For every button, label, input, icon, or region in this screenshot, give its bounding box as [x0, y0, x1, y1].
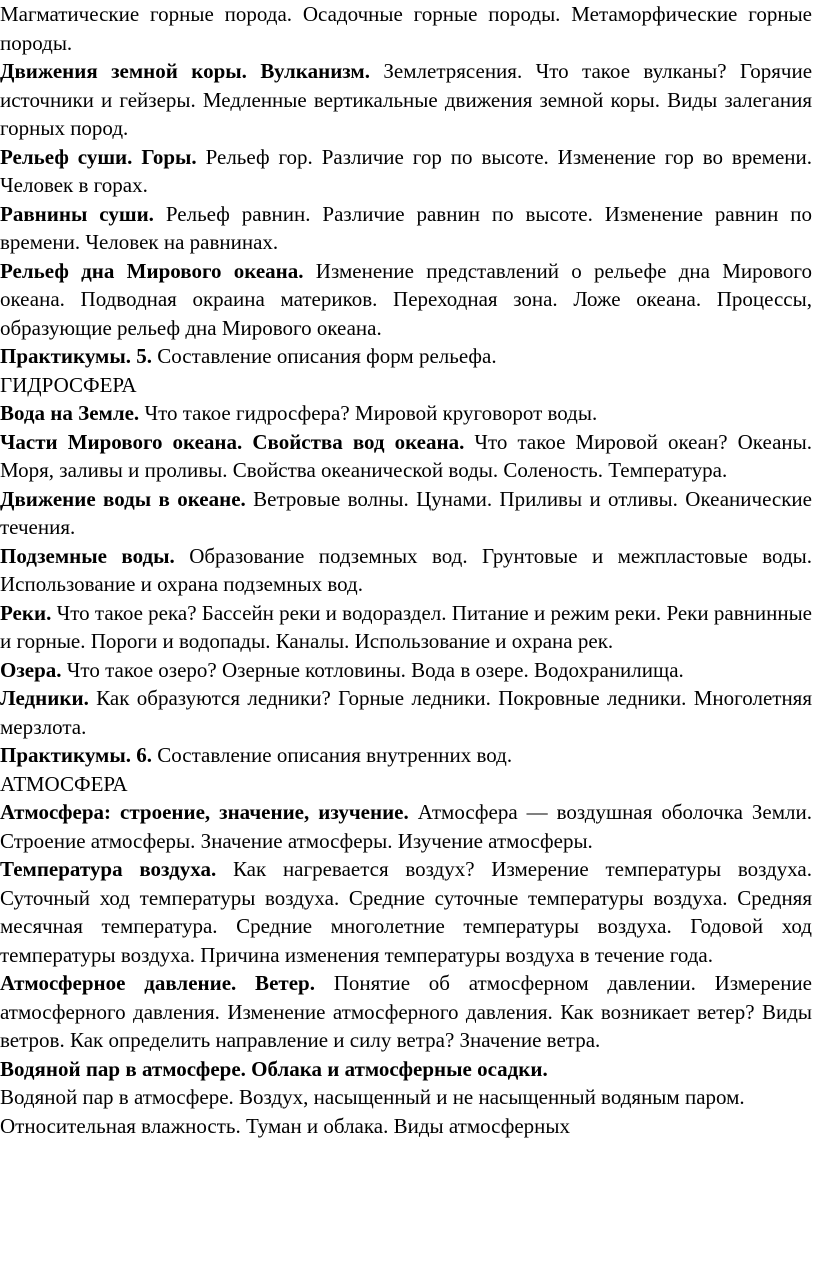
paragraph-text: Водяной пар в атмосфере. Воздух, насыщенный и не насыщенный водяным паром. Относительная влажность. Туман и облака. Виды атмосферных: [0, 1085, 745, 1138]
paragraph-text: Рельеф гор. Различие гор по высоте. Изменение гор во времени. Человек в горах.: [0, 144, 812, 197]
paragraph-groundwater: [0, 542, 812, 599]
paragraph-pressure-wind: [0, 969, 812, 1055]
paragraph-text: Что такое Мировой океан? Океаны. Моря, заливы и проливы. Свойства океанической воды. Соленость. Температура.: [0, 429, 812, 482]
paragraph-title: Атмосфера: строение, значение, изучение.: [0, 800, 409, 824]
paragraph-ocean-floor: [0, 257, 812, 343]
paragraph-text: Что такое река? Бассейн реки и водораздел. Питание и режим реки. Реки равнинные и горные. Пороги и водопады. Каналы. Использование и охрана рек.: [0, 600, 812, 653]
paragraph-title: Подземные воды.: [0, 543, 175, 568]
paragraph-title: Реки.: [0, 600, 52, 625]
paragraph-title: Озера.: [0, 657, 62, 682]
paragraph-water-on-earth: [0, 399, 812, 428]
paragraph-ocean-parts: [0, 428, 812, 485]
paragraph-title: Части Мирового океана. Свойства вод океана.: [0, 429, 465, 454]
paragraph-title: Движение воды в океане.: [0, 486, 246, 511]
section-heading-hydrosphere: ГИДРОСФЕРА: [0, 372, 137, 397]
paragraph-title: Водяной пар в атмосфере. Облака и атмосферные осадки.: [0, 1056, 548, 1081]
paragraph-text: Что такое озеро? Озерные котловины. Вода в озере. Водохранилища.: [61, 657, 684, 682]
paragraph-rivers: [0, 599, 812, 656]
paragraph-air-temperature: [0, 855, 812, 969]
section-heading-atmosphere: АТМОСФЕРА: [0, 771, 128, 796]
paragraph-text: Образование подземных вод. Грунтовые и межпластовые воды. Использование и охрана подземных вод.: [0, 543, 812, 596]
paragraph-text: Магматические горные порода. Осадочные горные породы. Метаморфические горные породы.: [0, 2, 812, 55]
paragraph-water-vapor-title: [0, 1055, 812, 1084]
paragraph-text: Как образуются ледники? Горные ледники. Покровные ледники. Многолетняя мерзлота.: [0, 686, 812, 739]
paragraph-text: Составление описания форм рельефа.: [152, 344, 497, 368]
paragraph-practicum-6: [0, 741, 812, 770]
paragraph-title: Практикумы. 5.: [0, 344, 153, 368]
paragraph-text: Составление описания внутренних вод.: [152, 743, 513, 767]
paragraph-title: Равнины суши.: [0, 201, 154, 226]
paragraph-ocean-motion: [0, 485, 812, 542]
paragraph-title: Рельеф дна Мирового океана.: [0, 258, 304, 283]
paragraph-title: Ледники.: [0, 686, 89, 710]
paragraph-text: Атмосфера — воздушная оболочка Земли. Строение атмосферы. Значение атмосферы. Изучение атмосферы.: [0, 800, 813, 853]
paragraph-crust-movements: [0, 57, 812, 143]
paragraph-plains: [0, 200, 812, 257]
paragraph-text: Изменение представлений о рельефе дна Мирового океана. Подводная окраина материков. Переходная зона. Ложе океана. Процессы, образующие рельеф дна Мирового океана.: [0, 258, 813, 340]
paragraph-title: Движения земной коры. Вулканизм.: [0, 59, 370, 83]
paragraph-rocks: [0, 0, 812, 57]
paragraph-text: Что такое гидросфера? Мировой круговорот воды.: [139, 401, 598, 425]
paragraph-text: Землетрясения. Что такое вулканы? Горячие источники и гейзеры. Медленные вертикальные движения земной коры. Виды залегания горных пород.: [0, 59, 813, 140]
paragraph-lakes: [0, 656, 812, 685]
paragraph-text: Ветровые волны. Цунами. Приливы и отливы. Океанические течения.: [0, 486, 812, 539]
paragraph-text: Как нагревается воздух? Измерение температуры воздуха. Суточный ход температуры воздуха. Средние суточные температуры воздуха. Средняя месячная температура. Средние многолетние температуры воздуха. Годовой ход температуры воздуха. Причина изменения температуры воздуха в течение года.: [0, 857, 812, 967]
paragraph-title: Практикумы. 6.: [0, 743, 153, 767]
paragraph-text: Понятие об атмосферном давлении. Измерение атмосферного давления. Изменение атмосферного давления. Как возникает ветер? Виды ветров. Как определить направление и силу ветра? Значение ветра.: [0, 971, 812, 1052]
paragraph-text: Рельеф равнин. Различие равнин по высоте. Изменение равнин по времени. Человек на равнинах.: [0, 201, 812, 254]
paragraph-glaciers: [0, 684, 812, 741]
paragraph-title: Вода на Земле.: [0, 401, 140, 425]
paragraph-title: Атмосферное давление. Ветер.: [0, 971, 315, 995]
paragraph-atmosphere-structure: [0, 798, 812, 855]
paragraph-title: Температура воздуха.: [0, 857, 217, 881]
paragraph-mountains: [0, 143, 812, 200]
paragraph-title: Рельеф суши. Горы.: [0, 144, 197, 169]
paragraph-practicum-5: [0, 342, 812, 371]
paragraph-water-vapor: [0, 1083, 812, 1140]
